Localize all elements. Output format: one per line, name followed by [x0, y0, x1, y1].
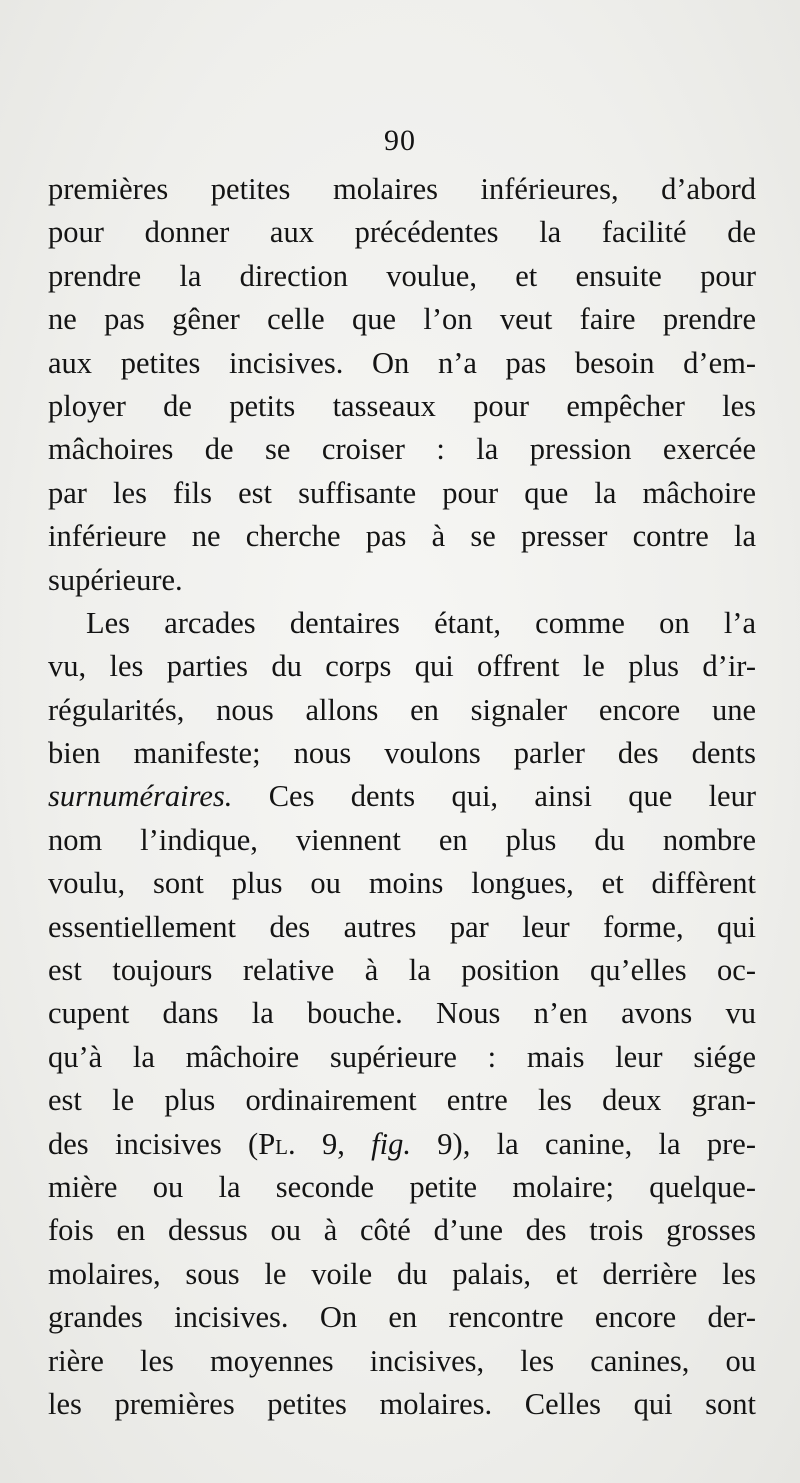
line-start: des incisives ( [48, 1126, 259, 1161]
text-line: ployer de petits tasseaux pour empêcher les [48, 388, 756, 423]
italic-term: surnuméraires. [48, 779, 233, 814]
text-line: nom l’indique, viennent en plus du nombre [48, 822, 756, 857]
body-text [48, 168, 756, 1426]
text-line: voulu, sont plus ou moins longues, et diffèrent [48, 866, 756, 901]
text-line: cupent dans la bouche. Nous n’en avons vu [48, 996, 756, 1031]
text-line: ne pas gêner celle que l’on veut faire prendre [48, 302, 756, 337]
text-line: fois en dessus ou à côté d’une des trois grosses [48, 1213, 756, 1248]
figure-abbreviation: fig. [371, 1126, 411, 1161]
text-line: mâchoires de se croiser : la pression exercée [48, 432, 756, 467]
text-line: par les fils est suffisante pour que la mâchoire [48, 475, 756, 510]
text-line: est le plus ordinairement entre les deux gran- [48, 1083, 756, 1118]
text-line-plate-reference [48, 1123, 756, 1166]
text-line: prendre la direction voulue, et ensuite pour [48, 258, 756, 293]
text-line: vu, les parties du corps qui offrent le plus d’ir- [48, 649, 756, 684]
line-rest: Ces dents qui, ainsi que leur [232, 779, 756, 814]
text-line-italic-term [48, 775, 756, 818]
plate-abbreviation: Pl. [258, 1126, 296, 1161]
plate-number: 9, [295, 1126, 372, 1161]
text-line: mière ou la seconde petite molaire; quelque- [48, 1169, 756, 1204]
paragraph-end-line: supérieure. [48, 562, 183, 597]
text-line: pour donner aux précédentes la facilité de [48, 215, 756, 250]
text-line: premières petites molaires inférieures, d’abord [48, 172, 756, 206]
text-line: les premières petites molaires. Celles qui sont [48, 1386, 756, 1421]
text-line: molaires, sous le voile du palais, et derrière les [48, 1256, 756, 1291]
text-line: rière les moyennes incisives, les canines, ou [48, 1343, 756, 1378]
text-line: essentiellement des autres par leur forme, qui [48, 909, 756, 944]
paragraph-start-line: Les arcades dentaires étant, comme on l’a [86, 605, 756, 640]
text-line: aux petites incisives. On n’a pas besoin d’em- [48, 345, 756, 380]
text-line: régularités, nous allons en signaler encore une [48, 692, 756, 727]
text-line: inférieure ne cherche pas à se presser contre la [48, 519, 756, 554]
text-line: bien manifeste; nous voulons parler des dents [48, 736, 756, 771]
text-line: est toujours relative à la position qu’elles oc- [48, 953, 756, 988]
text-line: qu’à la mâchoire supérieure : mais leur siége [48, 1039, 756, 1074]
line-rest: 9), la canine, la pre- [410, 1126, 756, 1161]
text-line: grandes incisives. On en rencontre encore der- [48, 1300, 756, 1335]
page-number: 90 [384, 124, 416, 157]
